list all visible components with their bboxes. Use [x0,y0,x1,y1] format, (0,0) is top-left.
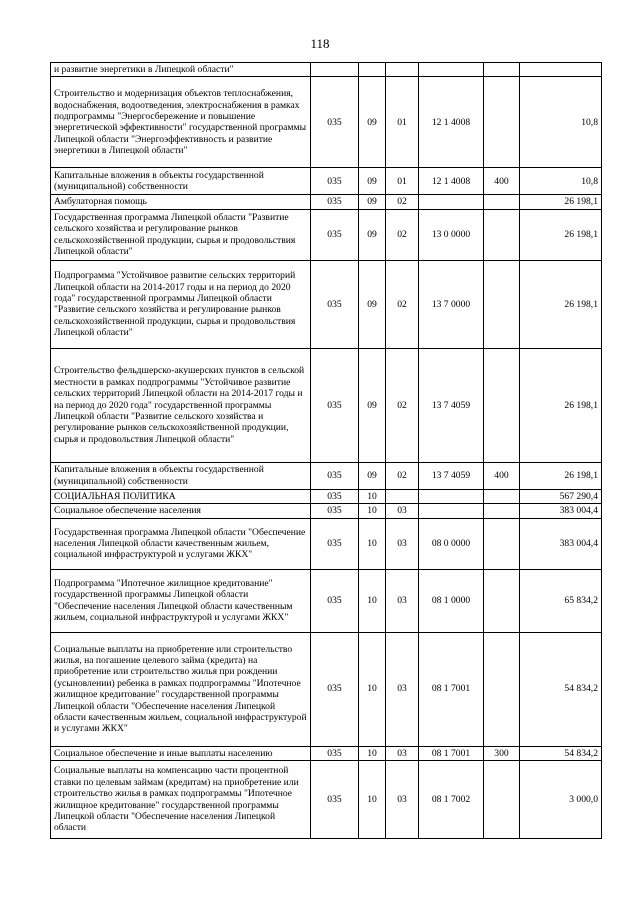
row-admin-code: 035 [311,260,359,348]
row-section: 09 [359,348,386,462]
row-name: Социальное обеспечение и иные выплаты населению [51,746,311,760]
row-section: 09 [359,260,386,348]
row-target-article: 13 7 4059 [419,348,484,462]
row-section: 10 [359,632,386,746]
row-expense-type [484,209,520,260]
table-row [51,489,602,503]
row-expense-type [484,632,520,746]
row-target-article [419,63,484,77]
row-name: Социальные выплаты на компенсацию части процентной ставки по целевым займам (кредитам) на приобретение или строительство жилья в рамках подпрограммы "Ипотечное жилищное кредитование" государственной программы Липецкой области "Обеспечение населения Липецкой области [51,761,311,839]
table-row [51,746,602,760]
row-sum [520,63,602,77]
row-section: 10 [359,761,386,839]
row-target-article: 13 7 4059 [419,462,484,489]
row-sum: 567 290,4 [520,489,602,503]
row-target-article: 08 1 0000 [419,569,484,632]
row-name: Строительство фельдшерско-акушерских пунктов в сельской местности в рамках подпрограммы "Устойчивое развитие сельских территорий Липецкой области на 2014-2017 годы и на период до 2020 года" государственной программы Липецкой области "Развитие сельского хозяйства и регулирование рынков сельскохозяйственной продукции, сырья и продовольствия Липецкой области" [51,348,311,462]
row-expense-type [484,518,520,569]
row-admin-code: 035 [311,632,359,746]
row-sum: 26 198,1 [520,209,602,260]
row-sum: 383 004,4 [520,518,602,569]
row-section: 09 [359,209,386,260]
row-subsection [386,489,419,503]
row-sum: 26 198,1 [520,462,602,489]
table-row [51,260,602,348]
row-admin-code: 035 [311,168,359,195]
row-subsection: 03 [386,632,419,746]
row-admin-code: 035 [311,195,359,209]
table-row [51,168,602,195]
row-subsection: 02 [386,195,419,209]
row-name: Капитальные вложения в объекты государственной (муниципальной) собственности [51,462,311,489]
row-admin-code: 035 [311,348,359,462]
table-row [51,632,602,746]
table-row [51,209,602,260]
row-section: 09 [359,168,386,195]
row-section: 10 [359,518,386,569]
row-section: 10 [359,489,386,503]
row-sum: 26 198,1 [520,195,602,209]
row-admin-code: 035 [311,746,359,760]
row-admin-code: 035 [311,77,359,168]
row-sum: 10,8 [520,77,602,168]
table-row [51,63,602,77]
row-section: 10 [359,569,386,632]
table-row [51,462,602,489]
row-admin-code: 035 [311,761,359,839]
row-admin-code: 035 [311,569,359,632]
table-row [51,348,602,462]
row-section: 09 [359,462,386,489]
row-expense-type [484,77,520,168]
row-name: Государственная программа Липецкой области "Развитие сельского хозяйства и регулирование рынков сельскохозяйственной продукции, сырья и продовольствия Липецкой области" [51,209,311,260]
row-target-article [419,504,484,518]
row-subsection: 03 [386,518,419,569]
row-admin-code: 035 [311,209,359,260]
row-target-article: 08 1 7002 [419,761,484,839]
table-row [51,195,602,209]
row-target-article: 12 1 4008 [419,168,484,195]
row-expense-type: 400 [484,168,520,195]
row-name: Строительство и модернизация объектов теплоснабжения, водоснабжения, водоотведения, электроснабжения в рамках подпрограммы "Энергосбережение и повышение энергетической эффективности" государственной программы Липецкой области "Энергоэффективность и развитие энергетики в Липецкой области" [51,77,311,168]
row-admin-code: 035 [311,462,359,489]
row-name: СОЦИАЛЬНАЯ ПОЛИТИКА [51,489,311,503]
row-name: Подпрограмма "Ипотечное жилищное кредитование" государственной программы Липецкой области "Обеспечение населения Липецкой области качественным жильем, социальной инфраструктурой и услугами ЖКХ" [51,569,311,632]
row-sum: 54 834,2 [520,746,602,760]
row-admin-code: 035 [311,504,359,518]
table-row [51,569,602,632]
table-row [51,518,602,569]
row-expense-type [484,260,520,348]
page-number: 118 [310,36,330,51]
row-target-article: 08 1 7001 [419,632,484,746]
row-subsection: 01 [386,168,419,195]
row-expense-type [484,348,520,462]
row-subsection: 03 [386,761,419,839]
table-row [51,77,602,168]
row-target-article: 13 7 0000 [419,260,484,348]
row-name: Амбулаторная помощь [51,195,311,209]
row-subsection: 02 [386,462,419,489]
row-section: 09 [359,77,386,168]
row-sum: 26 198,1 [520,348,602,462]
row-target-article: 08 1 7001 [419,746,484,760]
row-target-article: 08 0 0000 [419,518,484,569]
table-row [51,761,602,839]
row-subsection: 02 [386,348,419,462]
row-subsection: 03 [386,569,419,632]
row-admin-code: 035 [311,518,359,569]
row-subsection: 03 [386,746,419,760]
row-expense-type [484,195,520,209]
row-target-article: 13 0 0000 [419,209,484,260]
row-name: Социальное обеспечение населения [51,504,311,518]
row-subsection: 03 [386,504,419,518]
row-expense-type [484,569,520,632]
row-expense-type [484,761,520,839]
row-admin-code: 035 [311,489,359,503]
row-sum: 3 000,0 [520,761,602,839]
row-sum: 26 198,1 [520,260,602,348]
row-expense-type: 400 [484,462,520,489]
row-subsection: 01 [386,77,419,168]
row-target-article [419,489,484,503]
row-section: 09 [359,195,386,209]
row-section [359,63,386,77]
row-target-article: 12 1 4008 [419,77,484,168]
row-sum: 383 004,4 [520,504,602,518]
row-section: 10 [359,504,386,518]
row-expense-type: 300 [484,746,520,760]
budget-table [50,62,602,839]
row-subsection: 02 [386,260,419,348]
row-subsection: 02 [386,209,419,260]
row-sum: 10,8 [520,168,602,195]
row-expense-type [484,504,520,518]
row-sum: 54 834,2 [520,632,602,746]
table-row [51,504,602,518]
row-name: и развитие энергетики в Липецкой области" [51,63,311,77]
row-expense-type [484,489,520,503]
row-name: Подпрограмма "Устойчивое развитие сельских территорий Липецкой области на 2014-2017 годы и на период до 2020 года" государственной программы Липецкой области "Развитие сельского хозяйства и регулирование рынков сельскохозяйственной продукции, сырья и продовольствия Липецкой области" [51,260,311,348]
row-expense-type [484,63,520,77]
row-sum: 65 834,2 [520,569,602,632]
row-name: Социальные выплаты на приобретение или строительство жилья, на погашение целевого займа (кредита) на приобретение или строительство жилья при рождении (усыновлении) ребенка в рамках подпрограммы "Ипотечное жилищное кредитование" государственной программы Липецкой области "Обеспечение населения Липецкой области качественным жильем, социальной инфраструктурой и услугами ЖКХ" [51,632,311,746]
row-name: Капитальные вложения в объекты государственной (муниципальной) собственности [51,168,311,195]
row-admin-code [311,63,359,77]
row-target-article [419,195,484,209]
row-section: 10 [359,746,386,760]
row-name: Государственная программа Липецкой области "Обеспечение населения Липецкой области качественным жильем, социальной инфраструктурой и услугами ЖКХ" [51,518,311,569]
row-subsection [386,63,419,77]
